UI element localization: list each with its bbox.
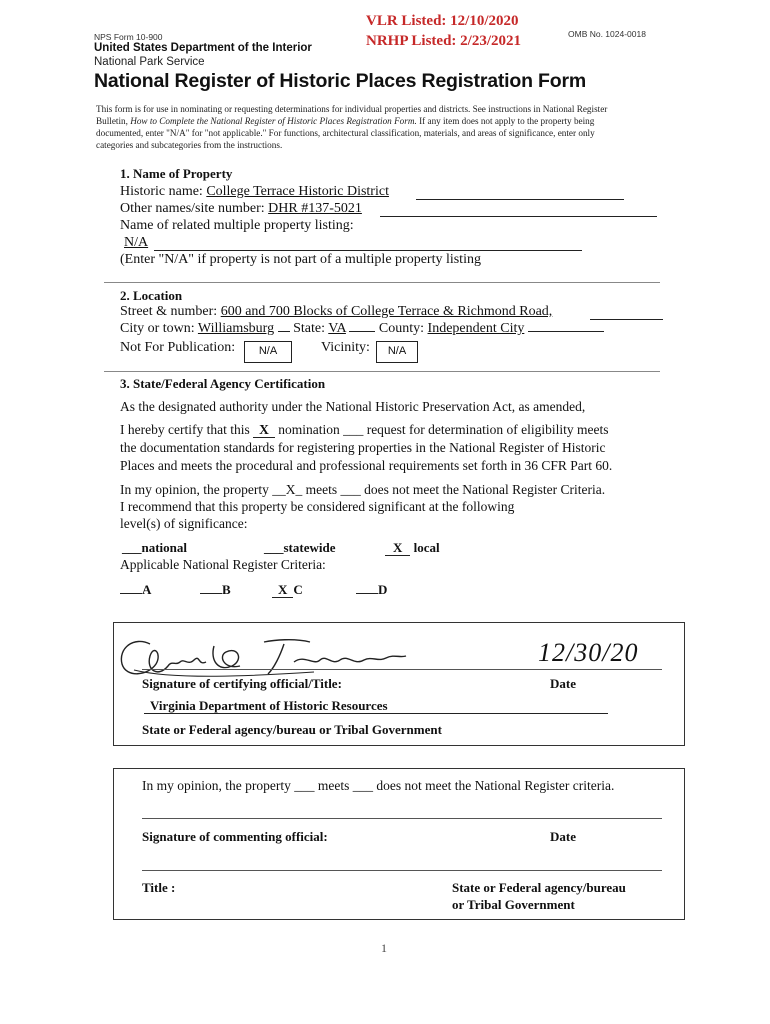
state-field[interactable]: VA xyxy=(328,321,346,336)
criteria-a-label: A xyxy=(142,582,152,597)
certifying-date-caption: Date xyxy=(550,676,576,691)
state-underline-tail xyxy=(349,331,375,332)
criteria-c-label: C xyxy=(293,582,303,597)
agency-value[interactable]: Virginia Department of Historic Resources xyxy=(150,698,388,713)
multiple-listing-field[interactable]: N/A xyxy=(124,235,149,250)
certify-line-2: the documentation standards for registering properties in the National Register of Historic xyxy=(120,440,606,455)
criteria-b[interactable] xyxy=(200,582,231,598)
multiple-listing-note: (Enter "N/A" if property is not part of a multiple property listing xyxy=(120,252,481,267)
criteria-label: Applicable National Register Criteria: xyxy=(120,557,326,572)
title-caption: Title : xyxy=(142,880,176,895)
street-underline xyxy=(590,319,663,320)
criteria-a[interactable] xyxy=(120,582,151,598)
signature-date-value: 12/30/20 xyxy=(538,638,639,667)
section-divider-2 xyxy=(104,371,660,372)
certification-intro: As the designated authority under the National Historic Preservation Act, as amended, xyxy=(120,399,586,414)
vicinity-label: Vicinity: xyxy=(321,340,370,355)
city-label: City or town: xyxy=(120,321,195,336)
intro-line-3: documented, enter "N/A" for "not applicable." For functions, architectural classification, materials, and areas of significance, enter only xyxy=(96,128,595,138)
city-field[interactable]: Williamsburg xyxy=(197,321,275,336)
commenting-signature-caption: Signature of commenting official: xyxy=(142,829,328,844)
criteria-b-blank xyxy=(200,593,222,594)
intro-line-2 xyxy=(96,115,674,127)
historic-name-label: Historic name: xyxy=(120,184,203,199)
historic-name-field[interactable]: College Terrace Historic District xyxy=(206,184,389,199)
signature-line-1 xyxy=(142,669,662,670)
commenting-agency-caption-2: or Tribal Government xyxy=(452,897,575,912)
level-local[interactable] xyxy=(385,540,440,556)
criteria-d-blank xyxy=(356,593,378,594)
not-for-publication-label: Not For Publication: xyxy=(120,340,236,355)
certify-text-b: nomination ___ request for determination of eligibility meets xyxy=(274,422,609,437)
page-number: 1 xyxy=(381,941,387,955)
intro-line-2-italic: How to Complete the National Register of Historic Places Registration Form. xyxy=(130,116,417,126)
department-name: United States Department of the Interior xyxy=(94,42,312,54)
other-names-label: Other names/site number: xyxy=(120,201,265,216)
intro-paragraph xyxy=(96,103,674,151)
level-national[interactable]: ___national xyxy=(122,540,188,555)
section-divider-1 xyxy=(104,282,660,283)
vlr-listed-stamp: VLR Listed: 12/10/2020 xyxy=(366,13,519,29)
other-names-underline xyxy=(380,216,657,217)
section-2-heading: 2. Location xyxy=(120,288,183,303)
commenting-agency-caption-1: State or Federal agency/bureau xyxy=(452,880,626,895)
criteria-a-blank xyxy=(120,593,142,594)
service-name: National Park Service xyxy=(94,56,205,68)
state-label: State: xyxy=(293,321,325,336)
section-3-heading: 3. State/Federal Agency Certification xyxy=(120,376,326,391)
street-field[interactable]: 600 and 700 Blocks of College Terrace & Richmond Road, xyxy=(220,304,553,319)
recommend-line: I recommend that this property be considered significant at the following xyxy=(120,499,515,514)
nrhp-listed-stamp: NRHP Listed: 2/23/2021 xyxy=(366,33,522,49)
signature-line-3 xyxy=(142,870,662,871)
level-significance-label: level(s) of significance: xyxy=(120,516,248,531)
multiple-listing-underline xyxy=(154,250,582,251)
intro-line-1: This form is for use in nominating or requesting determinations for individual properties and districts. See instructions in National Register xyxy=(96,104,608,114)
agency-underline xyxy=(144,713,608,714)
opinion-line: In my opinion, the property __X_ meets ___ does not meet the National Register Criteria. xyxy=(120,482,606,497)
multiple-listing-label: Name of related multiple property listing: xyxy=(120,218,354,233)
vicinity-field[interactable]: N/A xyxy=(376,341,418,363)
section-1-heading: 1. Name of Property xyxy=(120,166,233,181)
county-label: County: xyxy=(378,321,425,336)
certify-line-1 xyxy=(120,422,609,438)
criteria-c[interactable] xyxy=(272,582,303,598)
omb-number: OMB No. 1024-0018 xyxy=(568,29,646,39)
historic-name-row xyxy=(120,184,389,200)
certify-line-3: Places and meets the procedural and professional requirements set forth in 36 CFR Part 60. xyxy=(120,458,613,473)
criteria-c-mark: X xyxy=(272,582,293,598)
form-number: NPS Form 10-900 xyxy=(94,32,163,42)
intro-line-2-post: If any item does not apply to the property being xyxy=(416,116,595,126)
agency-caption: State or Federal agency/bureau or Tribal Government xyxy=(142,722,442,737)
criteria-b-label: B xyxy=(222,582,231,597)
not-for-publication-field[interactable]: N/A xyxy=(244,341,292,363)
intro-line-2-pre: Bulletin, xyxy=(96,116,131,126)
other-names-field[interactable]: DHR #137-5021 xyxy=(268,201,362,216)
other-names-row xyxy=(120,201,362,217)
street-label: Street & number: xyxy=(120,304,218,319)
nomination-mark[interactable]: X xyxy=(253,422,275,438)
level-local-label: local xyxy=(413,540,440,555)
commenting-opinion: In my opinion, the property ___ meets ___ does not meet the National Register criteria. xyxy=(142,778,615,793)
county-underline-tail xyxy=(528,331,604,332)
signature-line-2 xyxy=(142,818,662,819)
level-local-mark: X xyxy=(385,540,410,556)
commenting-date-caption: Date xyxy=(550,829,576,844)
certify-text-a: I hereby certify that this xyxy=(120,422,254,437)
city-row xyxy=(120,321,604,337)
level-statewide[interactable]: ___statewide xyxy=(264,540,336,555)
page-title: National Register of Historic Places Registration Form xyxy=(94,70,586,92)
criteria-d[interactable] xyxy=(356,582,387,598)
intro-line-4: categories and subcategories from the instructions. xyxy=(96,140,283,150)
historic-name-underline xyxy=(416,199,624,200)
certifying-signature-caption: Signature of certifying official/Title: xyxy=(142,676,342,691)
county-field[interactable]: Independent City xyxy=(427,321,525,336)
criteria-d-label: D xyxy=(378,582,388,597)
street-row xyxy=(120,304,552,320)
city-underline-tail xyxy=(278,331,290,332)
